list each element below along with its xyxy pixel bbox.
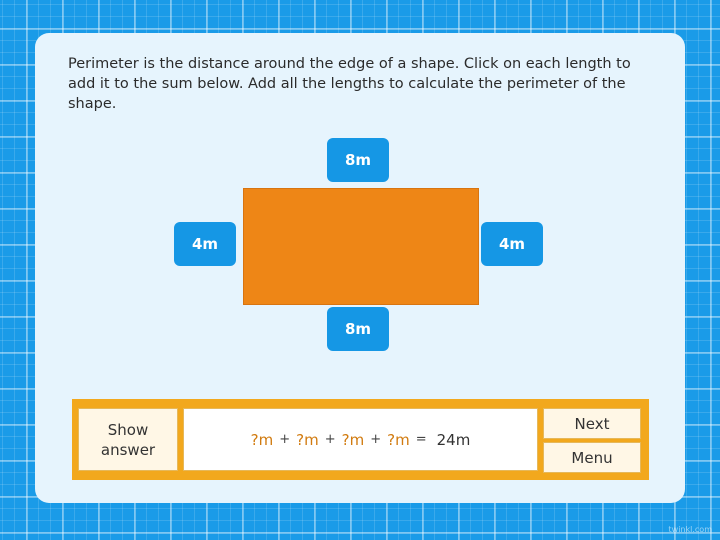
sum-term-1: ?m	[250, 430, 274, 449]
sum-term-4: ?m	[387, 430, 410, 449]
sum-term-3: ?m	[341, 430, 365, 449]
next-button[interactable]: Next	[543, 408, 641, 439]
sum-result: 24m	[436, 430, 471, 449]
plus-sign: +	[370, 432, 382, 447]
sum-display	[183, 408, 538, 471]
instructions-text: Perimeter is the distance around the edge of a shape. Click on each length to add it to the sum below. Add all the lengths to calculate the perimeter of the shape.	[68, 56, 631, 112]
plus-sign: +	[324, 432, 336, 447]
length-bottom-button[interactable]: 8m	[327, 307, 389, 351]
watermark: twinkl.com	[668, 525, 712, 534]
rectangle-shape	[243, 188, 479, 305]
length-top-button[interactable]: 8m	[327, 138, 389, 182]
menu-button[interactable]: Menu	[543, 442, 641, 473]
equals-sign: =	[415, 432, 427, 447]
length-right-button[interactable]: 4m	[481, 222, 543, 266]
show-answer-button[interactable]: Show answer	[78, 408, 178, 471]
length-left-button[interactable]: 4m	[174, 222, 236, 266]
plus-sign: +	[279, 432, 291, 447]
sum-term-2: ?m	[296, 430, 319, 449]
